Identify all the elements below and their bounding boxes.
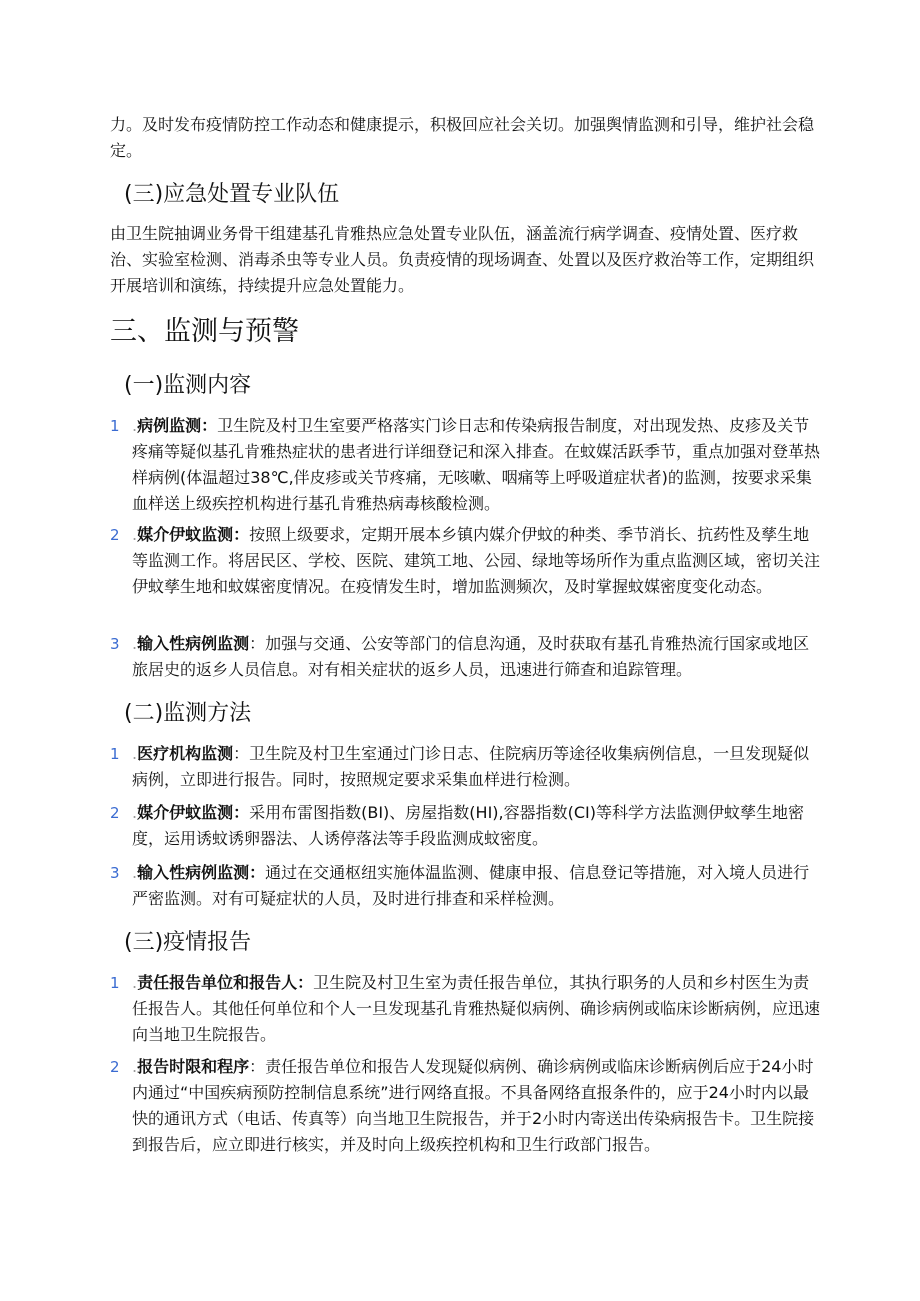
team-paragraph: 由卫生院抽调业务骨干组建基孔肯雅热应急处置专业队伍，涵盖流行病学调查、疫情处置、医疗救治、实验室检测、消毒杀虫等专业人员。负责疫情的现场调查、处置以及医疗救治等工作，定期组织开展培训和演练，持续提升应急处置能力。 bbox=[110, 224, 815, 295]
item-term: 病例监测： bbox=[137, 416, 218, 435]
item-term: 医疗机构监测 bbox=[137, 744, 234, 763]
item-text: 采用布雷图指数(BI)、房屋指数(HI),容器指数(CI)等科学方法监测伊蚊孳生地密度，运用诱蚊诱卵器法、人诱停落法等手段监测成蚊密度。 bbox=[132, 803, 804, 848]
item-text: ：加强与交通、公安等部门的信息沟通，及时获取有基孔肯雅热流行国家或地区旅居史的返乡人员信息。对有相关症状的返乡人员，迅速进行筛查和追踪管理。 bbox=[132, 634, 810, 679]
item-text: 卫生院及村卫生室为责任报告单位，其执行职务的人员和乡村医生为责任报告人。其他任何单位和个人一旦发现基孔肯雅热疑似病例、确诊病例或临床诊断病例，应迅速向当地卫生院报告。 bbox=[132, 973, 821, 1044]
list-item bbox=[110, 860, 820, 912]
list-dot: . bbox=[132, 525, 138, 544]
list-dot: . bbox=[132, 744, 138, 763]
list-number: 1 bbox=[110, 974, 120, 992]
intro-paragraph: 力。及时发布疫情防控工作动态和健康提示，积极回应社会关切。加强舆情监测和引导，维护社会稳定。 bbox=[110, 115, 815, 160]
list-item bbox=[110, 741, 820, 793]
item-term: 责任报告单位和报告人： bbox=[137, 973, 314, 992]
list-number: 2 bbox=[110, 526, 120, 544]
chapter3-heading: 三、监测与预警 bbox=[110, 316, 299, 347]
list-item bbox=[110, 800, 820, 852]
monitoring-content-heading: (一)监测内容 bbox=[124, 373, 252, 398]
item-term: 媒介伊蚊监测： bbox=[137, 803, 250, 822]
list-number: 2 bbox=[110, 1058, 120, 1076]
list-dot: . bbox=[132, 416, 138, 435]
item-term: 媒介伊蚊监测： bbox=[137, 525, 250, 544]
list-number: 1 bbox=[110, 417, 120, 435]
list-dot: . bbox=[132, 1057, 138, 1076]
list-dot: . bbox=[132, 634, 138, 653]
item-text: 卫生院及村卫生室要严格落实门诊日志和传染病报告制度，对出现发热、皮疹及关节疼痛等疑似基孔肯雅热症状的患者进行详细登记和深入排查。在蚊媒活跃季节，重点加强对登革热样病例(体温超过38℃,伴皮疹或关节疼痛，无咳嗽、咽痛等上呼吸道症状者)的监测，按要求采集血样送上级疾控机构进行基孔肯雅热病毒核酸检测。 bbox=[132, 416, 821, 513]
item-text: ：卫生院及村卫生室通过门诊日志、住院病历等途径收集病例信息，一旦发现疑似病例，立即进行报告。同时，按照规定要求采集血样进行检测。 bbox=[132, 744, 810, 789]
item-term: 报告时限和程序 bbox=[137, 1057, 250, 1076]
list-dot: . bbox=[132, 973, 138, 992]
list-item bbox=[110, 1054, 820, 1158]
item-term: 输入性病例监测： bbox=[137, 863, 266, 882]
list-item bbox=[110, 631, 820, 683]
list-item bbox=[110, 522, 820, 600]
item-text: 通过在交通枢纽实施体温监测、健康申报、信息登记等措施，对入境人员进行严密监测。对有可疑症状的人员，及时进行排查和采样检测。 bbox=[132, 863, 810, 908]
list-item bbox=[110, 970, 820, 1048]
list-number: 1 bbox=[110, 745, 120, 763]
list-item bbox=[110, 413, 820, 517]
list-number: 3 bbox=[110, 864, 120, 882]
item-text: 按照上级要求，定期开展本乡镇内媒介伊蚊的种类、季节消长、抗药性及孳生地等监测工作。将居民区、学校、医院、建筑工地、公园、绿地等场所作为重点监测区域，密切关注伊蚊孳生地和蚊媒密度情况。在疫情发生时，增加监测频次，及时掌握蚊媒密度变化动态。 bbox=[132, 525, 821, 596]
list-dot: . bbox=[132, 803, 138, 822]
list-dot: . bbox=[132, 863, 138, 882]
monitoring-method-heading: (二)监测方法 bbox=[124, 701, 252, 726]
epidemic-report-heading: (三)疫情报告 bbox=[124, 930, 252, 955]
team-heading: (三)应急处置专业队伍 bbox=[124, 182, 340, 207]
item-text: ：责任报告单位和报告人发现疑似病例、确诊病例或临床诊断病例后应于24小时内通过“中国疾病预防控制信息系统”进行网络直报。不具备网络直报条件的，应于24小时内以最快的通讯方式（电话、传真等）向当地卫生院报告，并于2小时内寄送出传染病报告卡。卫生院接到报告后，应立即进行核实，并及时向上级疾控机构和卫生行政部门报告。 bbox=[132, 1057, 815, 1154]
list-number: 2 bbox=[110, 804, 120, 822]
list-number: 3 bbox=[110, 635, 120, 653]
item-term: 输入性病例监测 bbox=[137, 634, 250, 653]
